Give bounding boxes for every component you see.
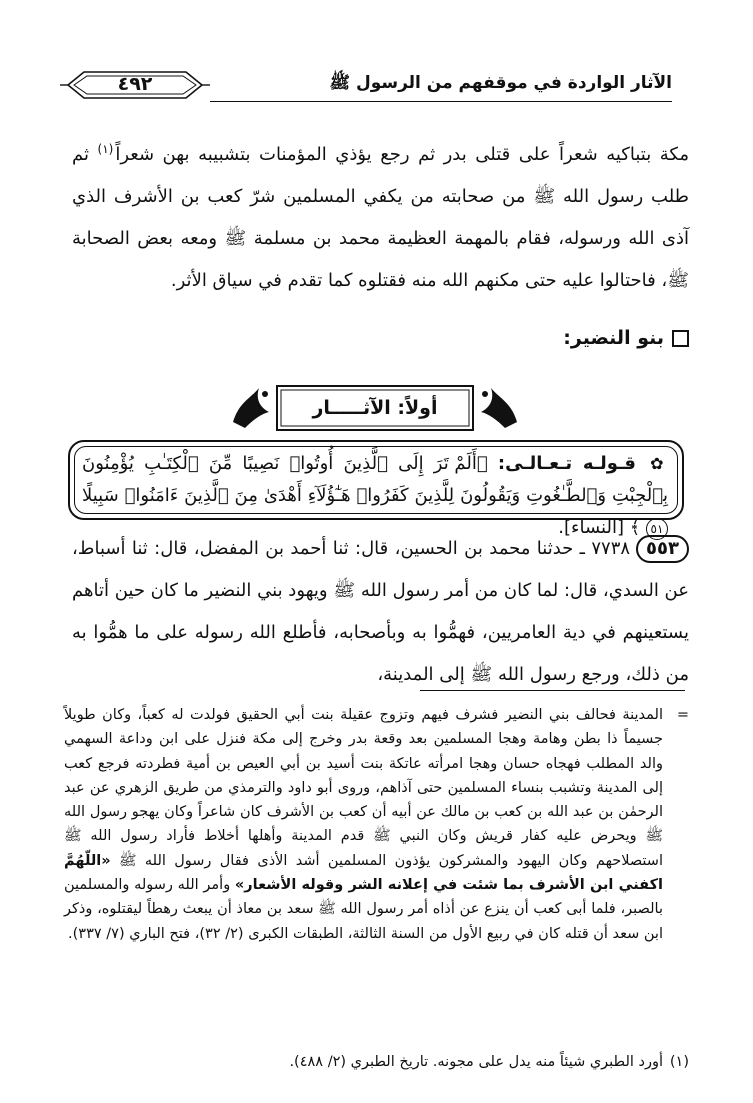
header-rule — [210, 101, 672, 102]
section-heading-text: بنو النضير: — [563, 327, 664, 349]
footnote-separator — [420, 690, 685, 691]
footnote-1 — [64, 1050, 689, 1074]
ornament-title-box — [225, 382, 525, 434]
verse-number: ٥١ — [646, 518, 668, 540]
footnote-continuation — [64, 703, 689, 946]
page-number: ٤٩٢ — [117, 73, 153, 95]
hadith-number-badge: ٥٥٣ — [636, 535, 689, 563]
quran-verse-box — [68, 440, 684, 538]
footnote-continuation-text-a: المدينة فحالف بني النضير فشرف فيهم وتزوج عقيلة بنت أبي الحقيق فولدت له كعباً، وكان طويلاً جسيماً ذا بطن وهامة وهجا المسلمين بعد وقعة بدر وخرج إلى مكة فنزل على ابن وداعة السهمي والد المطلب فهجاه حسان وهجا امرأته عاتكة بنت أسيد بن أبي العيص بن أمية فطردته فرجع كعب إلى المدينة وتشبب بنساء المسلمين حتى آذاهم، وروى أبو داود والترمذي من طريق الزهري عن عبد الرحمٰن بن عبد الله بن كعب بن مالك عن أبيه أن كعب بن الأشرف كان شاعراً وكان يهجو رسول الله ﷺ ويحرض عليه كفار قريش وكان النبي ﷺ قدم المدينة وأهلها أخلاط فأراد رسول الله ﷺ استصلاحهم وكان اليهود والمشركون يؤذون المسلمين أشد الأذى فقال رسول الله ﷺ — [64, 707, 663, 869]
quran-label: قـولـه تـعـالـى: — [497, 453, 636, 474]
section-heading — [563, 327, 689, 349]
star-icon: ✿ — [650, 454, 669, 473]
footnote-1-text: أورد الطبري شيئاً منه يدل على مجونه. تاريخ الطبري (٢/ ٤٨٨). — [289, 1054, 663, 1070]
body-paragraph-2 — [72, 528, 689, 696]
para1-text: مكة بتباكيه شعراً على قتلى بدر ثم رجع يؤذي المؤمنات بتشبيبه بهن شعراً — [115, 144, 689, 165]
para2-text: ٧٧٣٨ ـ حدثنا محمد بن الحسين، قال: ثنا أحمد بن المفضل، قال: ثنا أسباط، عن السدي، قال: لما كان من أمر رسول الله ﷺ ويهود بني النضير ما كان حين أتاهم يستعينهم في دية العامريين، فهمُّوا به وبأصحابه، فأطلع الله رسوله على ما همُّوا به من ذلك، ورجع رسول الله ﷺ إلى المدينة، — [72, 538, 689, 685]
ornament-title: أولاً: الآثـــــار — [312, 397, 438, 419]
para1-rest: ثم طلب رسول الله ﷺ من صحابته من يكفي المسلمين شرّ كعب بن الأشرف الذي آذى الله ورسوله، فقام بالمهمة العظيمة محمد بن مسلمة ﷺ ومعه بعض الصحابة ﷺ، فاحتالوا عليه حتى مكنهم الله منه فقتلوه كما تقدم في سياق الأثر. — [72, 144, 689, 291]
running-title: الآثار الواردة في موقفهم من الرسول ﷺ — [329, 73, 672, 93]
page-number-frame — [60, 68, 210, 102]
footnote-continuation-bold: «اللّهُمَّ اكفني ابن الأشرف بما شئت في إعلانه الشر وقوله الأشعار» — [64, 852, 663, 894]
footnote-continuation-text-b: وأمر الله رسوله والمسلمين بالصبر، فلما أبى كعب أن ينزع عن أذاه أمر رسول الله ﷺ سعد بن معاذ أن يبعث رهطاً ليقتلوه، وذكر ابن سعد أن قتله كان في ربيع الأول من السنة الثالثة، الطبقات الكبرى (٢/ ٣٢)، فتح الباري (٧/ ٣٣٧). — [64, 877, 663, 942]
quran-source: ﴾ [النساء]. — [558, 517, 641, 538]
quran-verse: ﴿أَلَمْ تَرَ إِلَى ٱلَّذِينَ أُوتُوا۟ نَصِيبًا مِّنَ ٱلْكِتَـٰبِ يُؤْمِنُونَ بِٱلْجِبْتِ وَٱلطَّـٰغُوتِ وَيَقُولُونَ لِلَّذِينَ كَفَرُوا۟ هَـٰٓؤُلَآءِ أَهْدَىٰ مِنَ ٱلَّذِينَ ءَامَنُوا۟ سَبِيلًا — [82, 453, 668, 506]
continuation-mark: = — [676, 707, 689, 723]
footnote-reference: (١) — [97, 142, 114, 156]
body-paragraph-1 — [72, 128, 689, 302]
page-header — [60, 68, 672, 108]
footnote-number: (١) — [669, 1054, 689, 1070]
square-bullet-icon — [672, 330, 689, 347]
